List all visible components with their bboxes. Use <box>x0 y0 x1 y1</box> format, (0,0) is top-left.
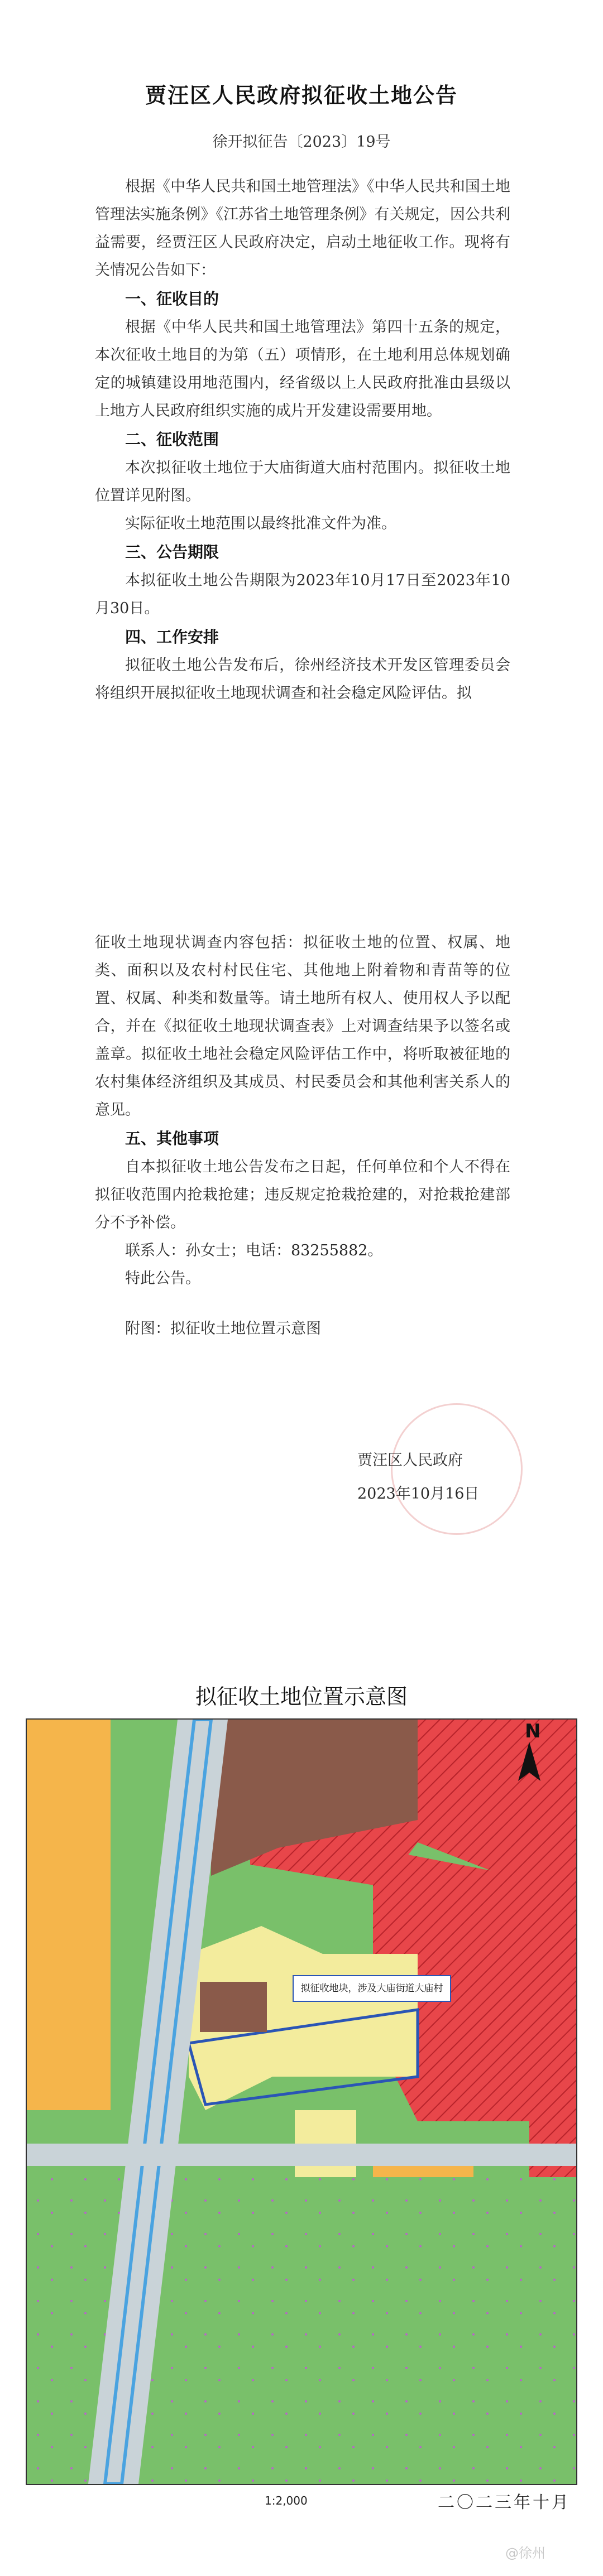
north-label: N <box>525 1720 541 1742</box>
notice-body-part2 <box>95 929 510 1343</box>
section-heading-other: 五、其他事项 <box>125 1129 219 1148</box>
map-road-horizontal <box>27 2144 576 2166</box>
attachment-line: 附图：拟征收土地位置示意图 <box>125 1320 321 1337</box>
page-title: 贾汪区人民政府拟征收土地公告 <box>145 83 458 108</box>
notice-body-part1 <box>95 173 510 707</box>
map-drawing <box>27 1720 576 2484</box>
watermark: @徐州 <box>505 2545 545 2561</box>
map-building <box>200 1982 267 2032</box>
map-frame <box>26 1718 577 2485</box>
scope-paragraph: 本次拟征收土地位于大庙街道大庙村范围内。拟征收土地位置详见附图。 <box>95 459 510 504</box>
contact-line: 联系人：孙女士；电话：83255882。 <box>125 1242 383 1259</box>
arrangement-paragraph: 拟征收土地公告发布后，徐州经济技术开发区管理委员会将组织开展拟征收土地现状调查和社会稳定风险评估。拟 <box>95 657 510 702</box>
map-title: 拟征收土地位置示意图 <box>195 1684 408 1709</box>
intro-paragraph: 根据《中华人民共和国土地管理法》《中华人民共和国土地管理法实施条例》《江苏省土地管理条例》有关规定，因公共利益需要，经贾汪区人民政府决定，启动土地征收工作。现将有关情况公告如下： <box>95 178 510 279</box>
other-paragraph: 自本拟征收土地公告发布之日起，任何单位和个人不得在拟征收范围内抢栽抢建；违反规定抢栽抢建的，对抢栽抢建部分不予补偿。 <box>95 1158 510 1231</box>
signature-date: 2023年10月16日 <box>357 1485 480 1503</box>
section-heading-period: 三、公告期限 <box>125 543 219 561</box>
document-number: 徐开拟征告〔2023〕19号 <box>212 133 391 151</box>
location-map <box>19 1668 584 2539</box>
purpose-paragraph: 根据《中华人民共和国土地管理法》第四十五条的规定，本次征收土地目的为第（五）项情形，在土地利用总体规划确定的城镇建设用地范围内，经省级以上人民政府批准由县级以上地方人民政府组织实施的成片开发建设需要用地。 <box>95 319 510 420</box>
closing-line: 特此公告。 <box>125 1270 200 1287</box>
map-zone-orange-west <box>27 1720 111 2110</box>
map-scale: 1:2,000 <box>265 2494 308 2507</box>
parcel-callout: 拟征收地块，涉及大庙街道大庙村 <box>293 1975 451 2002</box>
period-paragraph: 本拟征收土地公告期限为2023年10月17日至2023年10月30日。 <box>95 572 510 617</box>
section-heading-arrangement: 四、工作安排 <box>125 628 219 646</box>
survey-paragraph: 征收土地现状调查内容包括：拟征收土地的位置、权属、地类、面积以及农村村民住宅、其他地上附着物和青苗等的位置、权属、种类和数量等。请土地所有权人、使用权人予以配合，并在《拟征收土地现状调查表》上对调查结果予以签名或盖章。拟征收土地社会稳定风险评估工作中，将听取被征地的农村集体经济组织及其成员、村民委员会和其他利害关系人的意见。 <box>95 934 510 1119</box>
signature-org: 贾汪区人民政府 <box>357 1452 463 1469</box>
scope-note: 实际征收土地范围以最终批准文件为准。 <box>125 515 396 532</box>
section-heading-scope: 二、征收范围 <box>125 430 219 449</box>
map-date: 二〇二三年十月 <box>438 2493 571 2512</box>
section-heading-purpose: 一、征收目的 <box>125 290 219 308</box>
